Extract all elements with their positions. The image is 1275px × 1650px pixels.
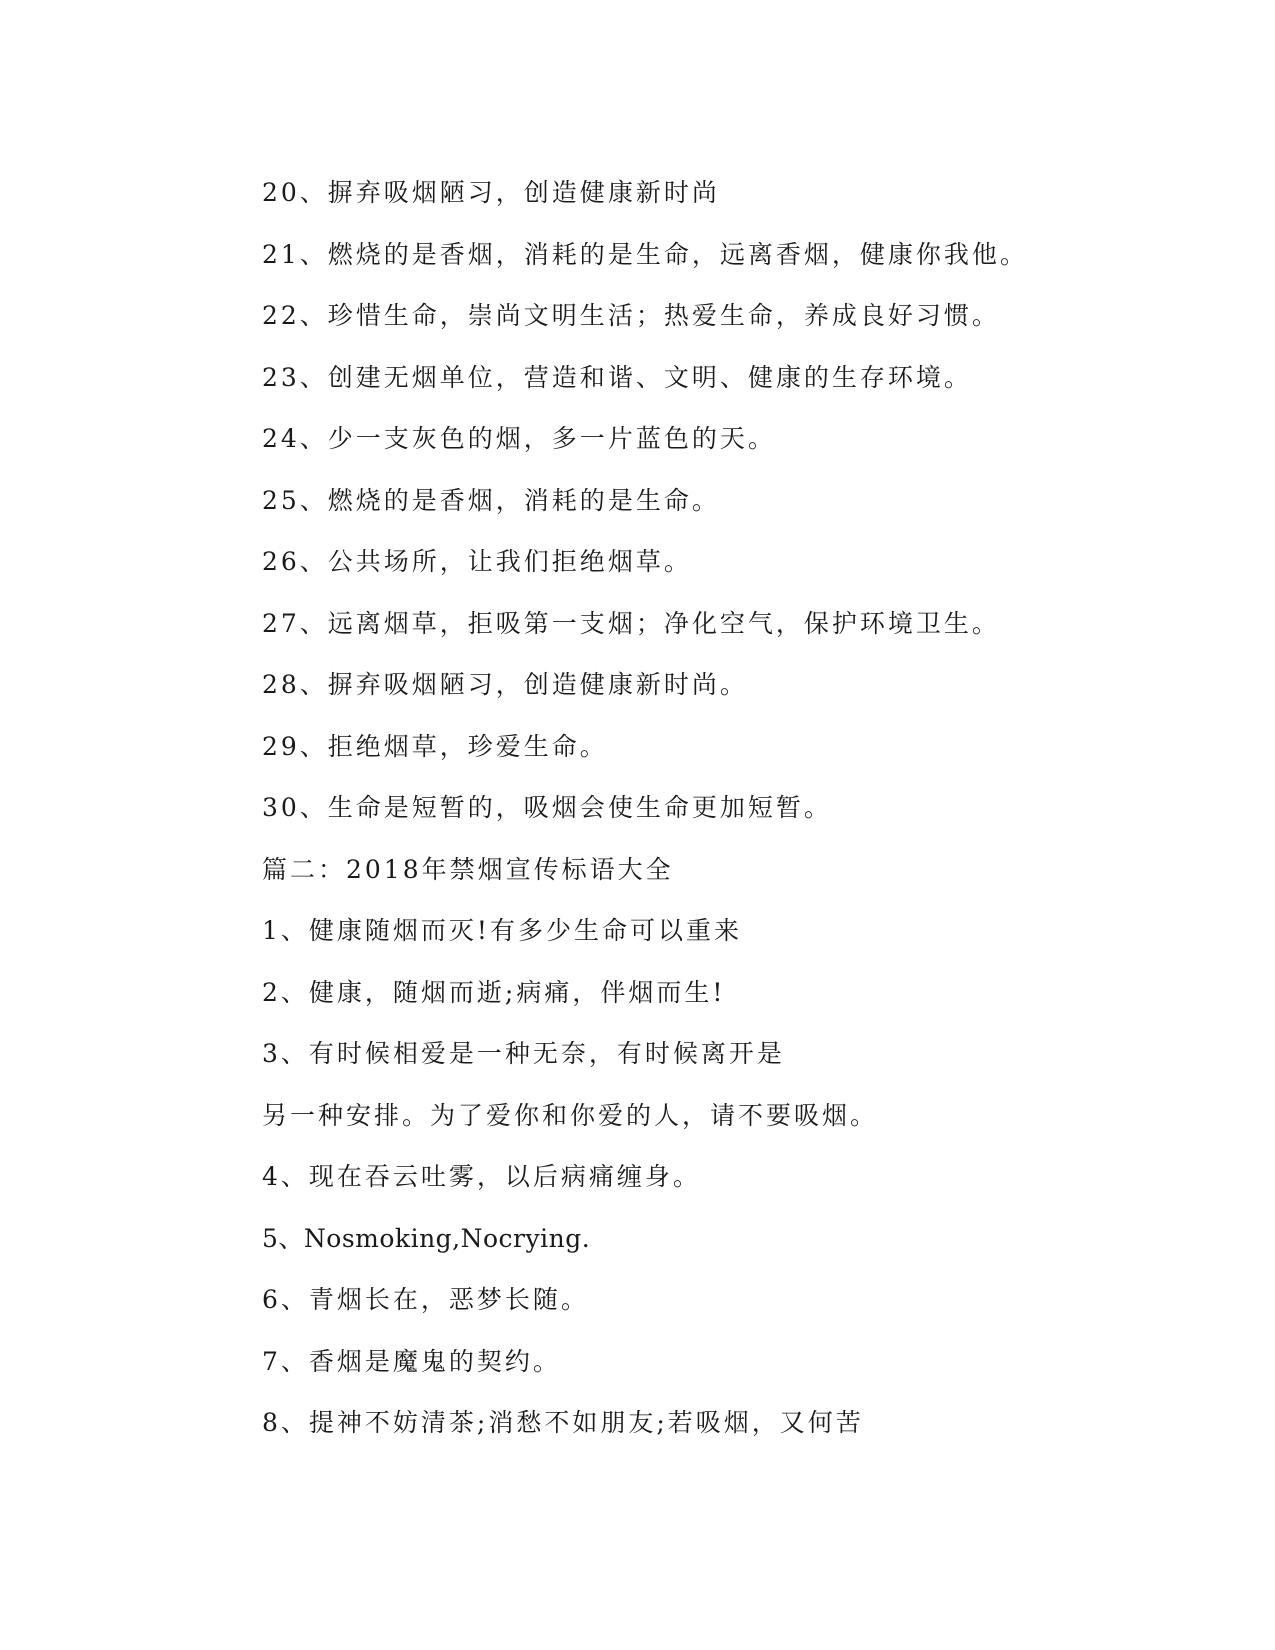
slogan-line-2: 2、健康，随烟而逝;病痛，伴烟而生! xyxy=(262,977,726,1007)
slogan-line-29: 29、拒绝烟草，珍爱生命。 xyxy=(262,731,608,761)
slogan-line-8: 8、提神不妨清茶;消愁不如朋友;若吸烟，又何苦 xyxy=(262,1408,864,1437)
slogan-line-3: 3、有时候相爱是一种无奈，有时候离开是 xyxy=(262,1039,785,1068)
slogan-line-27: 27、远离烟草，拒吸第一支烟；净化空气，保护环境卫生。 xyxy=(262,608,1000,638)
slogan-line-6: 6、青烟长在，恶梦长随。 xyxy=(262,1285,589,1314)
slogan-line-23: 23、创建无烟单位，营造和谐、文明、健康的生存环境。 xyxy=(262,362,972,392)
slogan-line-21: 21、燃烧的是香烟，消耗的是生命，远离香烟，健康你我他。 xyxy=(262,239,1028,269)
slogan-line-5: 5、Nosmoking,Nocrying. xyxy=(262,1223,591,1253)
slogan-line-22: 22、珍惜生命，崇尚文明生活；热爱生命，养成良好习惯。 xyxy=(262,301,1000,330)
slogan-line-4: 4、现在吞云吐雾，以后病痛缠身。 xyxy=(262,1162,701,1191)
slogan-line-7: 7、香烟是魔鬼的契约。 xyxy=(262,1346,561,1376)
document-body xyxy=(262,162,1062,1454)
slogan-line-25: 25、燃烧的是香烟，消耗的是生命。 xyxy=(262,485,720,515)
slogan-line-30: 30、生命是短暂的，吸烟会使生命更加短暂。 xyxy=(262,793,832,822)
slogan-line-3-continued: 另一种安排。为了爱你和你爱的人，请不要吸烟。 xyxy=(262,1100,879,1130)
slogan-line-26: 26、公共场所，让我们拒绝烟草。 xyxy=(262,547,692,576)
slogan-line-20: 20、摒弃吸烟陋习，创造健康新时尚 xyxy=(262,178,720,207)
section-heading: 篇二：2018年禁烟宣传标语大全 xyxy=(262,854,674,884)
slogan-line-24: 24、少一支灰色的烟，多一片蓝色的天。 xyxy=(262,424,776,453)
slogan-line-1: 1、健康随烟而灭!有多少生命可以重来 xyxy=(262,916,742,945)
slogan-line-28: 28、摒弃吸烟陋习，创造健康新时尚。 xyxy=(262,670,748,699)
